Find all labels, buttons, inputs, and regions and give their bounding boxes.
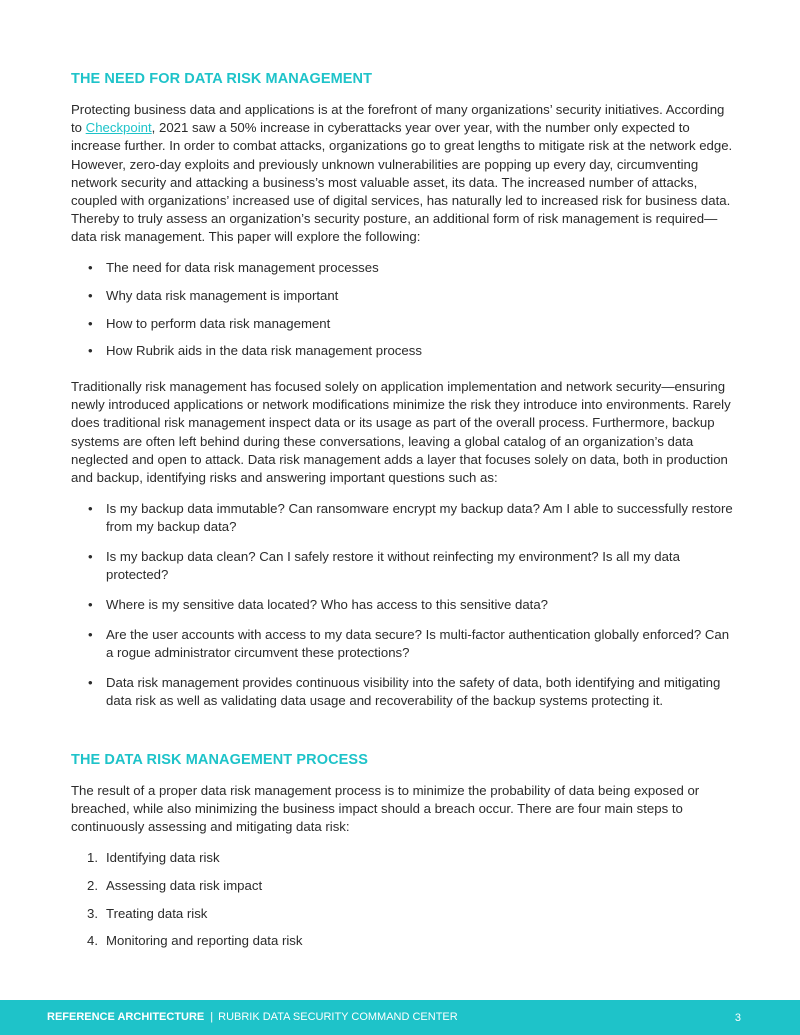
list-item-text: Is my backup data clean? Can I safely restore it without reinfecting my environment? Is all my data protected?	[106, 549, 680, 583]
list-item	[71, 877, 733, 895]
bullet-icon: •	[88, 287, 93, 303]
list-item-text: Where is my sensitive data located? Who has access to this sensitive data?	[106, 597, 548, 612]
steps-list	[71, 849, 733, 960]
list-item-text: How to perform data risk management	[106, 315, 331, 331]
footer-doc-title: RUBRIK DATA SECURITY COMMAND CENTER	[218, 1011, 458, 1023]
list-item	[71, 674, 733, 710]
section-heading-need: THE NEED FOR DATA RISK MANAGEMENT	[71, 71, 373, 87]
bullet-icon: •	[88, 549, 93, 564]
bullet-icon: •	[88, 343, 93, 359]
step-number: 1.	[87, 850, 98, 865]
traditional-risk-paragraph: Traditionally risk management has focused solely on application implementation and network security—ensuring newly introduced applications or network modifications minimize the risk they introduce into environments. Rarely does traditional risk management inspect data or its usage as part of the overall process. Furthermore, backup systems are often left behind during these conversations, leaving a global catalog of an organization’s data neglected and open to attack. Data risk management adds a layer that focuses solely on data, both in production and backup, identifying risks and answering important questions such as:	[71, 379, 731, 486]
bullet-icon: •	[88, 674, 93, 690]
list-item	[71, 259, 733, 277]
list-item-text: The need for data risk management processes	[106, 260, 379, 275]
list-item-text: Identifying data risk	[106, 850, 220, 865]
list-item-text: Assessing data risk impact	[106, 877, 263, 893]
list-item-text: Data risk management provides continuous visibility into the safety of data, both identifying and mitigating data risk as well as validating data usage and recoverability of the backup systems protecting it.	[106, 674, 721, 708]
page-footer	[0, 1000, 800, 1035]
intro-text-start: Protecting business data and applications is at the forefront of many organizations’ security initiatives. According to	[71, 102, 725, 136]
process-intro-paragraph: The result of a proper data risk management process is to minimize the probability of data being exposed or breached, while also minimizing the business impact should a breach occur. There are four main steps to continuously assessing and mitigating data risk:	[71, 783, 700, 835]
list-item-text: How Rubrik aids in the data risk management process	[106, 343, 422, 359]
bullet-icon: •	[88, 626, 93, 642]
list-item-text: Treating data risk	[106, 905, 208, 921]
bullet-icon: •	[88, 315, 93, 331]
list-item	[71, 315, 733, 333]
footer-separator: |	[210, 1011, 214, 1023]
checkpoint-link[interactable]: Checkpoint	[85, 120, 152, 136]
bullet-icon: •	[88, 597, 93, 612]
step-number: 3.	[87, 905, 98, 921]
bullet-icon: •	[88, 260, 93, 275]
intro-paragraph	[71, 101, 733, 247]
list-item-text: Is my backup data immutable? Can ransomware encrypt my backup data? Am I able to successfully restore from my backup data?	[106, 501, 733, 535]
topics-list	[71, 259, 733, 370]
list-item-text: Are the user accounts with access to my data secure? Is multi-factor authentication globally enforced? Can a rogue administrator circumvent these protections?	[106, 626, 730, 660]
step-number: 2.	[87, 877, 98, 893]
footer-label	[47, 1011, 458, 1023]
list-item	[71, 849, 733, 867]
list-item	[71, 500, 733, 536]
list-item	[71, 905, 733, 923]
list-item	[71, 626, 733, 662]
list-item	[71, 548, 733, 584]
intro-text-end: , 2021 saw a 50% increase in cyberattacks year over year, with the number only expected to increase further. In order to combat attacks, organizations go to great lengths to mitigate risk at the network edge. However, zero-day exploits and previously unknown vulnerabilities are popping up every day, circumventing network security and attacking a business’s most valuable asset, its data. The increased number of attacks, coupled with organizations’ increased use of digital services, has naturally led to increased risk for business data. Thereby to truly assess an organization’s security posture, an additional form of risk management is required—data risk management. This paper will explore the following:	[71, 120, 733, 245]
questions-list	[71, 500, 733, 722]
list-item	[71, 287, 733, 305]
list-item	[71, 932, 733, 950]
list-item-text: Monitoring and reporting data risk	[106, 933, 303, 949]
list-item	[71, 342, 733, 360]
footer-doc-type: REFERENCE ARCHITECTURE	[47, 1011, 205, 1023]
section-heading-process: THE DATA RISK MANAGEMENT PROCESS	[71, 752, 368, 768]
list-item	[71, 596, 733, 614]
step-number: 4.	[87, 933, 98, 949]
list-item-text: Why data risk management is important	[106, 287, 339, 303]
bullet-icon: •	[88, 501, 93, 516]
page-number: 3	[734, 1012, 741, 1024]
